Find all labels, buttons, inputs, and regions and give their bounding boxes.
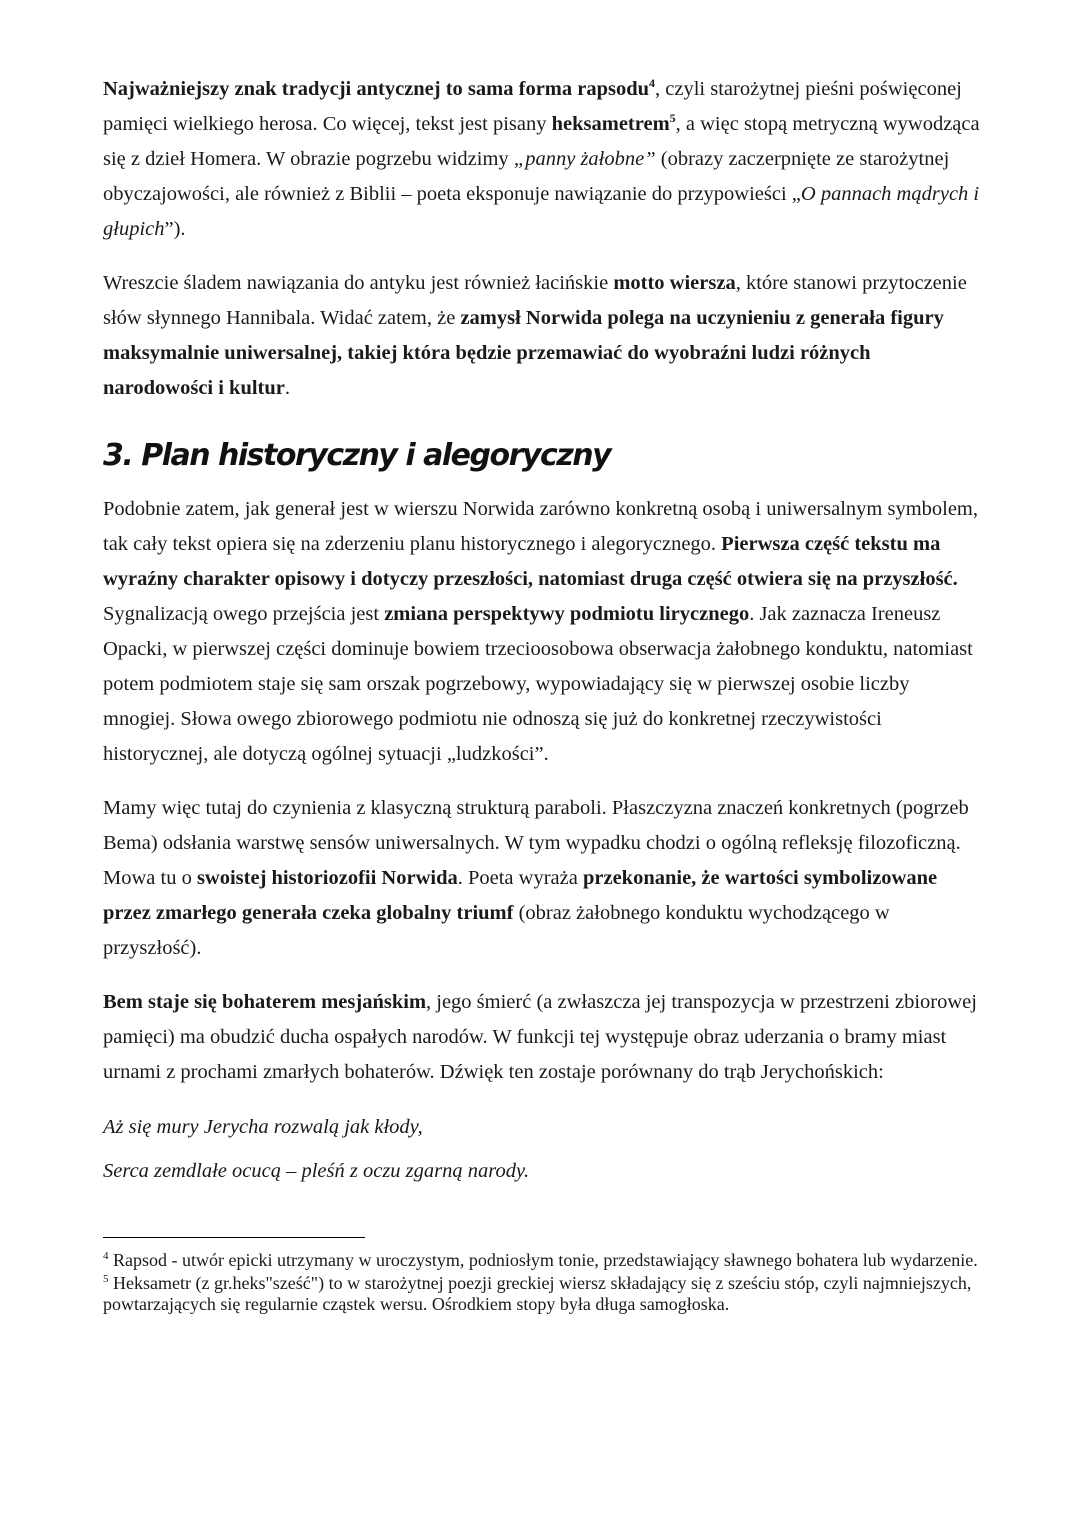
footnote-5 <box>103 1273 983 1315</box>
document-page <box>103 72 983 1317</box>
footnote-separator <box>103 1237 365 1238</box>
verse-quote <box>103 1105 983 1193</box>
footnote-number: 4 <box>103 1250 109 1262</box>
bold-text: zmiana perspektywy podmiotu lirycznego <box>384 603 750 625</box>
bold-text: Bem staje się bohaterem mesjańskim <box>103 991 427 1013</box>
footnote-text: Rapsod - utwór epicki utrzymany w uroczystym, podniosłym tonie, przedstawiający sławnego bohatera lub wydarzenie. <box>108 1250 978 1270</box>
bold-text: Najważniejszy znak tradycji antycznej to sama forma rapsodu <box>103 78 650 100</box>
paragraph-text: Wreszcie śladem nawiązania do antyku jest również łacińskie <box>103 272 614 294</box>
bold-text: zamysł Norwida polega na uczynieniu z generała figury maksymalnie uniwersalnej, takiej która będzie przemawiać do wyobraźni ludzi różnych narodowości i kultur <box>103 307 944 399</box>
italic-text: O pannach mądrych i głupich <box>103 183 980 240</box>
paragraph-plan <box>103 492 983 772</box>
paragraph-text: (obraz żałobnego konduktu wychodzącego w przyszłość). <box>103 902 890 959</box>
italic-text: „panny żałobne” <box>513 148 656 170</box>
paragraph-mesjanski <box>103 985 983 1090</box>
paragraph-text: (obrazy zaczerpnięte ze starożytnej obyczajowości, ale również z Biblii – poeta eksponuje nawiązanie do przypowieści „ <box>103 148 950 205</box>
paragraph-rapsod <box>103 72 983 247</box>
paragraph-motto <box>103 266 983 406</box>
footnote-ref-5[interactable]: 5 <box>669 111 676 126</box>
bold-text: heksametrem <box>551 113 670 135</box>
paragraph-text: Sygnalizacją owego przejścia jest <box>103 603 385 625</box>
verse-line: Serca zemdlałe ocucą – pleśń z oczu zgarną narody. <box>103 1160 530 1182</box>
paragraph-parabola <box>103 791 983 966</box>
paragraph-text: . <box>284 377 291 399</box>
paragraph-text: , a więc stopą metryczną wywodząca się z dzieł Homera. W obrazie pogrzebu widzimy <box>103 113 980 170</box>
footnote-ref-4[interactable]: 4 <box>649 76 656 91</box>
section-heading: 3. Plan historyczny i alegoryczny <box>103 438 611 473</box>
bold-text: motto wiersza <box>613 272 736 294</box>
paragraph-text: Mamy więc tutaj do czynienia z klasyczną strukturą paraboli. Płaszczyzna znaczeń konkretnych (pogrzeb Bema) odsłania warstwę sensów uniwersalnych. W tym wypadku chodzi o ogólną refleksję filozoficzną. Mowa tu o <box>103 797 969 889</box>
paragraph-text: . Jak zaznacza Ireneusz Opacki, w pierwszej części dominuje bowiem trzecioosobowa obserwacja żałobnego konduktu, natomiast potem podmiotem staje się sam orszak pogrzebowy, wypowiadający się w pierwszej osobie liczby mnogiej. Słowa owego zbiorowego podmiotu nie odnoszą się już do konkretnej rzeczywistości historycznej, ale dotyczą ogólnej sytuacji „ludzkości”. <box>103 603 973 765</box>
bold-text: Pierwsza część tekstu ma wyraźny charakter opisowy i dotyczy przeszłości, natomiast druga część otwiera się na przyszłość. <box>103 533 958 590</box>
paragraph-text: . Poeta wyraża <box>457 867 583 889</box>
paragraph-text: , czyli starożytnej pieśni poświęconej pamięci wielkiego herosa. Co więcej, tekst jest pisany <box>103 78 962 135</box>
paragraph-text: Podobnie zatem, jak generał jest w wierszu Norwida zarówno konkretną osobą i uniwersalnym symbolem, tak cały tekst opiera się na zderzeniu planu historycznego i alegorycznego. <box>103 498 979 555</box>
paragraph-text: ”). <box>164 218 186 240</box>
bold-text: przekonanie, że wartości symbolizowane przez zmarłego generała czeka globalny triumf <box>103 867 938 924</box>
footnote-text: Heksametr (z gr.heks"sześć") to w starożytnej poezji greckiej wiersz składający się z sześciu stóp, czyli najmniejszych, powtarzających się regularnie cząstek wersu. Ośrodkiem stopy była długa samogłoska. <box>103 1273 972 1314</box>
paragraph-text: , które stanowi przytoczenie słów słynnego Hannibala. Widać zatem, że <box>103 272 967 329</box>
paragraph-text: , jego śmierć (a zwłaszcza jej transpozycja w przestrzeni zbiorowej pamięci) ma obudzić ducha ospałych narodów. W funkcji tej występuje obraz uderzania o bramy miast urnami z prochami zmarłych bohaterów. Dźwięk ten zostaje porównany do trąb Jerychońskich: <box>103 991 977 1083</box>
footnote-number: 5 <box>103 1273 109 1285</box>
verse-line: Aż się mury Jerycha rozwalą jak kłody, <box>103 1116 423 1138</box>
footnote-4 <box>103 1250 983 1271</box>
bold-text: swoistej historiozofii Norwida <box>196 867 458 889</box>
